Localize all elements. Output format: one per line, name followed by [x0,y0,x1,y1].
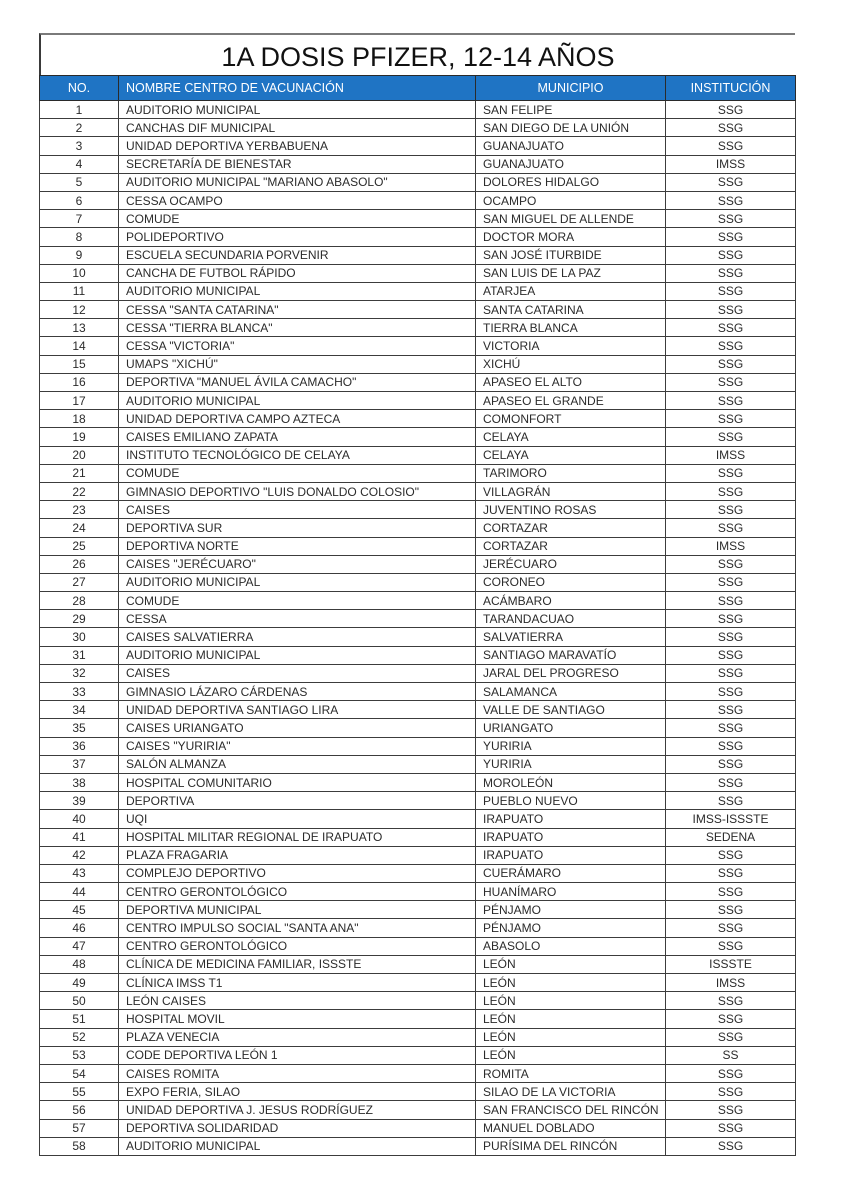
cell-institucion: SSG [666,319,796,337]
table-row [40,974,796,992]
cell-institucion: SSG [666,864,796,882]
cell-institucion: SSG [666,119,796,137]
cell-institucion: SSG [666,482,796,500]
cell-municipio: MOROLEÓN [476,773,666,791]
cell-institucion: SS [666,1046,796,1064]
cell-no: 18 [40,410,119,428]
cell-municipio: IRAPUATO [476,828,666,846]
table-row [40,428,796,446]
cell-institucion: SSG [666,664,796,682]
cell-institucion: SSG [666,646,796,664]
cell-institucion: SSG [666,1101,796,1119]
cell-no: 16 [40,373,119,391]
column-header-name: NOMBRE CENTRO DE VACUNACIÓN [119,76,476,101]
table-row [40,373,796,391]
cell-institucion: SSG [666,355,796,373]
cell-no: 52 [40,1028,119,1046]
cell-institucion: ISSSTE [666,955,796,973]
cell-center-name: CESSA OCAMPO [119,191,476,209]
cell-institucion: SSG [666,501,796,519]
cell-institucion: SSG [666,1083,796,1101]
table-row [40,173,796,191]
cell-center-name: CAISES EMILIANO ZAPATA [119,428,476,446]
cell-institucion: IMSS [666,155,796,173]
cell-center-name: AUDITORIO MUNICIPAL [119,101,476,119]
cell-no: 56 [40,1101,119,1119]
cell-municipio: LEÓN [476,974,666,992]
table-row [40,1046,796,1064]
cell-municipio: TARIMORO [476,464,666,482]
cell-center-name: DEPORTIVA MUNICIPAL [119,901,476,919]
cell-institucion: SSG [666,337,796,355]
column-header-no: NO. [40,76,119,101]
cell-municipio: SAN MIGUEL DE ALLENDE [476,210,666,228]
cell-municipio: JARAL DEL PROGRESO [476,664,666,682]
cell-municipio: PÉNJAMO [476,919,666,937]
cell-no: 45 [40,901,119,919]
cell-no: 46 [40,919,119,937]
cell-municipio: CELAYA [476,428,666,446]
cell-no: 7 [40,210,119,228]
cell-center-name: AUDITORIO MUNICIPAL [119,646,476,664]
cell-no: 21 [40,464,119,482]
cell-no: 44 [40,883,119,901]
cell-center-name: INSTITUTO TECNOLÓGICO DE CELAYA [119,446,476,464]
cell-no: 19 [40,428,119,446]
cell-no: 2 [40,119,119,137]
table-row [40,1083,796,1101]
table-header-row [40,76,796,101]
cell-no: 13 [40,319,119,337]
cell-institucion: SSG [666,519,796,537]
cell-no: 55 [40,1083,119,1101]
cell-municipio: LEÓN [476,1010,666,1028]
cell-institucion: SSG [666,719,796,737]
cell-center-name: CENTRO GERONTOLÓGICO [119,937,476,955]
cell-no: 29 [40,610,119,628]
cell-municipio: PÉNJAMO [476,901,666,919]
cell-institucion: IMSS [666,974,796,992]
cell-institucion: SSG [666,846,796,864]
cell-center-name: PLAZA FRAGARIA [119,846,476,864]
cell-municipio: GUANAJUATO [476,137,666,155]
cell-center-name: CESSA [119,610,476,628]
cell-institucion: SSG [666,228,796,246]
table-row [40,901,796,919]
cell-center-name: HOSPITAL MILITAR REGIONAL DE IRAPUATO [119,828,476,846]
table-row [40,992,796,1010]
cell-no: 33 [40,683,119,701]
cell-municipio: TARANDACUAO [476,610,666,628]
cell-institucion: IMSS-ISSSTE [666,810,796,828]
table-row [40,355,796,373]
cell-municipio: GUANAJUATO [476,155,666,173]
cell-municipio: COMONFORT [476,410,666,428]
column-header-institucion: INSTITUCIÓN [666,76,796,101]
cell-municipio: SAN FRANCISCO DEL RINCÓN [476,1101,666,1119]
table-row [40,501,796,519]
cell-municipio: VILLAGRÁN [476,482,666,500]
cell-no: 49 [40,974,119,992]
table-row [40,773,796,791]
cell-center-name: AUDITORIO MUNICIPAL [119,573,476,591]
cell-institucion: SSG [666,101,796,119]
table-row [40,1137,796,1155]
cell-no: 11 [40,282,119,300]
cell-institucion: SSG [666,573,796,591]
table-row [40,191,796,209]
cell-institucion: SSG [666,191,796,209]
vaccination-centers-table [39,75,796,1156]
cell-center-name: CAISES SALVATIERRA [119,628,476,646]
cell-no: 4 [40,155,119,173]
cell-center-name: COMUDE [119,210,476,228]
cell-center-name: DEPORTIVA SOLIDARIDAD [119,1119,476,1137]
table-row [40,864,796,882]
cell-institucion: SSG [666,792,796,810]
cell-center-name: AUDITORIO MUNICIPAL [119,392,476,410]
cell-no: 1 [40,101,119,119]
cell-center-name: CESSA "TIERRA BLANCA" [119,319,476,337]
table-row [40,228,796,246]
cell-institucion: SSG [666,1028,796,1046]
cell-municipio: ROMITA [476,1064,666,1082]
cell-institucion: SEDENA [666,828,796,846]
cell-municipio: SANTA CATARINA [476,301,666,319]
cell-municipio: DOLORES HIDALGO [476,173,666,191]
cell-municipio: JUVENTINO ROSAS [476,501,666,519]
table-row [40,319,796,337]
cell-center-name: COMUDE [119,592,476,610]
cell-institucion: SSG [666,1119,796,1137]
table-row [40,519,796,537]
document-title: 1A DOSIS PFIZER, 12-14 AÑOS [39,33,795,75]
cell-institucion: SSG [666,883,796,901]
cell-institucion: SSG [666,392,796,410]
cell-municipio: VICTORIA [476,337,666,355]
cell-municipio: PUEBLO NUEVO [476,792,666,810]
cell-no: 14 [40,337,119,355]
table-row [40,282,796,300]
cell-institucion: SSG [666,282,796,300]
cell-municipio: SILAO DE LA VICTORIA [476,1083,666,1101]
cell-no: 54 [40,1064,119,1082]
cell-institucion: SSG [666,610,796,628]
table-row [40,846,796,864]
table-row [40,701,796,719]
table-row [40,155,796,173]
cell-municipio: SAN FELIPE [476,101,666,119]
cell-center-name: CESSA "SANTA CATARINA" [119,301,476,319]
cell-municipio: JERÉCUARO [476,555,666,573]
cell-center-name: UNIDAD DEPORTIVA CAMPO AZTECA [119,410,476,428]
cell-municipio: SAN LUIS DE LA PAZ [476,264,666,282]
cell-no: 25 [40,537,119,555]
cell-institucion: SSG [666,1010,796,1028]
cell-center-name: DEPORTIVA "MANUEL ÁVILA CAMACHO" [119,373,476,391]
cell-institucion: SSG [666,373,796,391]
cell-municipio: ATARJEA [476,282,666,300]
cell-no: 27 [40,573,119,591]
cell-municipio: IRAPUATO [476,846,666,864]
cell-center-name: COMUDE [119,464,476,482]
cell-institucion: SSG [666,428,796,446]
cell-center-name: CENTRO GERONTOLÓGICO [119,883,476,901]
cell-municipio: LEÓN [476,1046,666,1064]
cell-municipio: LEÓN [476,992,666,1010]
cell-center-name: DEPORTIVA [119,792,476,810]
cell-center-name: CAISES ROMITA [119,1064,476,1082]
cell-no: 47 [40,937,119,955]
cell-center-name: CAISES URIANGATO [119,719,476,737]
cell-no: 23 [40,501,119,519]
cell-municipio: SANTIAGO MARAVATÍO [476,646,666,664]
cell-municipio: YURIRIA [476,755,666,773]
cell-no: 34 [40,701,119,719]
vaccination-sheet [39,33,795,1156]
table-row [40,883,796,901]
cell-center-name: EXPO FERIA, SILAO [119,1083,476,1101]
cell-center-name: CANCHA DE FUTBOL RÁPIDO [119,264,476,282]
cell-municipio: ACÁMBARO [476,592,666,610]
cell-no: 30 [40,628,119,646]
cell-municipio: CUERÁMARO [476,864,666,882]
cell-institucion: SSG [666,246,796,264]
cell-municipio: SAN JOSÉ ITURBIDE [476,246,666,264]
cell-no: 20 [40,446,119,464]
cell-municipio: CORTAZAR [476,537,666,555]
cell-center-name: CENTRO IMPULSO SOCIAL "SANTA ANA" [119,919,476,937]
cell-center-name: PLAZA VENECIA [119,1028,476,1046]
table-row [40,137,796,155]
table-row [40,1028,796,1046]
table-row [40,1101,796,1119]
cell-institucion: SSG [666,301,796,319]
cell-institucion: SSG [666,210,796,228]
table-row [40,810,796,828]
table-row [40,937,796,955]
cell-no: 26 [40,555,119,573]
table-row [40,264,796,282]
cell-no: 42 [40,846,119,864]
cell-municipio: LEÓN [476,955,666,973]
cell-no: 9 [40,246,119,264]
cell-center-name: AUDITORIO MUNICIPAL [119,1137,476,1155]
cell-no: 6 [40,191,119,209]
cell-center-name: SECRETARÍA DE BIENESTAR [119,155,476,173]
cell-center-name: AUDITORIO MUNICIPAL [119,282,476,300]
cell-no: 50 [40,992,119,1010]
cell-municipio: SALVATIERRA [476,628,666,646]
cell-no: 57 [40,1119,119,1137]
cell-center-name: HOSPITAL MOVIL [119,1010,476,1028]
table-row [40,955,796,973]
cell-center-name: HOSPITAL COMUNITARIO [119,773,476,791]
table-body [40,101,796,1156]
cell-center-name: CESSA "VICTORIA" [119,337,476,355]
cell-no: 5 [40,173,119,191]
cell-no: 8 [40,228,119,246]
cell-no: 22 [40,482,119,500]
cell-institucion: SSG [666,773,796,791]
cell-center-name: UNIDAD DEPORTIVA J. JESUS RODRÍGUEZ [119,1101,476,1119]
cell-no: 38 [40,773,119,791]
cell-no: 48 [40,955,119,973]
table-row [40,1010,796,1028]
cell-no: 58 [40,1137,119,1155]
cell-no: 43 [40,864,119,882]
table-row [40,301,796,319]
cell-institucion: SSG [666,992,796,1010]
cell-institucion: SSG [666,683,796,701]
cell-municipio: SAN DIEGO DE LA UNIÓN [476,119,666,137]
cell-no: 39 [40,792,119,810]
cell-municipio: HUANÍMARO [476,883,666,901]
cell-no: 37 [40,755,119,773]
cell-institucion: SSG [666,555,796,573]
table-row [40,628,796,646]
table-row [40,119,796,137]
cell-center-name: COMPLEJO DEPORTIVO [119,864,476,882]
table-row [40,392,796,410]
cell-no: 53 [40,1046,119,1064]
cell-municipio: ABASOLO [476,937,666,955]
cell-municipio: CORONEO [476,573,666,591]
table-row [40,246,796,264]
table-row [40,464,796,482]
cell-municipio: DOCTOR MORA [476,228,666,246]
table-row [40,210,796,228]
cell-no: 31 [40,646,119,664]
table-row [40,792,796,810]
cell-municipio: YURIRIA [476,737,666,755]
table-row [40,410,796,428]
cell-center-name: LEÓN CAISES [119,992,476,1010]
cell-institucion: IMSS [666,537,796,555]
cell-municipio: URIANGATO [476,719,666,737]
table-row [40,755,796,773]
cell-center-name: CLÍNICA IMSS T1 [119,974,476,992]
cell-center-name: UQI [119,810,476,828]
cell-municipio: PURÍSIMA DEL RINCÓN [476,1137,666,1155]
cell-institucion: SSG [666,410,796,428]
cell-municipio: LEÓN [476,1028,666,1046]
cell-center-name: GIMNASIO DEPORTIVO "LUIS DONALDO COLOSIO" [119,482,476,500]
cell-no: 40 [40,810,119,828]
cell-municipio: APASEO EL ALTO [476,373,666,391]
table-row [40,537,796,555]
cell-institucion: SSG [666,592,796,610]
cell-municipio: XICHÚ [476,355,666,373]
cell-municipio: SALAMANCA [476,683,666,701]
cell-institucion: SSG [666,264,796,282]
table-row [40,646,796,664]
cell-institucion: SSG [666,628,796,646]
cell-institucion: SSG [666,755,796,773]
cell-institucion: SSG [666,901,796,919]
cell-center-name: CAISES [119,664,476,682]
table-row [40,482,796,500]
cell-institucion: SSG [666,919,796,937]
cell-no: 28 [40,592,119,610]
cell-no: 12 [40,301,119,319]
table-row [40,683,796,701]
cell-no: 3 [40,137,119,155]
table-row [40,1064,796,1082]
cell-no: 36 [40,737,119,755]
cell-center-name: CANCHAS DIF MUNICIPAL [119,119,476,137]
cell-center-name: UNIDAD DEPORTIVA SANTIAGO LIRA [119,701,476,719]
cell-municipio: APASEO EL GRANDE [476,392,666,410]
cell-center-name: POLIDEPORTIVO [119,228,476,246]
table-row [40,664,796,682]
table-row [40,919,796,937]
cell-center-name: CAISES "YURIRIA" [119,737,476,755]
cell-no: 15 [40,355,119,373]
cell-no: 41 [40,828,119,846]
cell-municipio: MANUEL DOBLADO [476,1119,666,1137]
table-row [40,101,796,119]
table-row [40,828,796,846]
cell-no: 51 [40,1010,119,1028]
cell-institucion: SSG [666,737,796,755]
cell-center-name: CAISES [119,501,476,519]
table-row [40,610,796,628]
cell-no: 24 [40,519,119,537]
cell-institucion: SSG [666,464,796,482]
cell-no: 35 [40,719,119,737]
cell-center-name: GIMNASIO LÁZARO CÁRDENAS [119,683,476,701]
cell-center-name: DEPORTIVA NORTE [119,537,476,555]
cell-institucion: SSG [666,137,796,155]
table-row [40,1119,796,1137]
cell-municipio: CELAYA [476,446,666,464]
cell-municipio: VALLE DE SANTIAGO [476,701,666,719]
cell-municipio: CORTAZAR [476,519,666,537]
cell-no: 32 [40,664,119,682]
cell-center-name: CODE DEPORTIVA LEÓN 1 [119,1046,476,1064]
table-row [40,337,796,355]
cell-municipio: IRAPUATO [476,810,666,828]
cell-center-name: AUDITORIO MUNICIPAL "MARIANO ABASOLO" [119,173,476,191]
cell-institucion: SSG [666,1064,796,1082]
table-row [40,573,796,591]
cell-institucion: SSG [666,701,796,719]
table-row [40,446,796,464]
cell-municipio: OCAMPO [476,191,666,209]
cell-municipio: TIERRA BLANCA [476,319,666,337]
cell-center-name: ESCUELA SECUNDARIA PORVENIR [119,246,476,264]
cell-center-name: UMAPS "XICHÚ" [119,355,476,373]
table-row [40,719,796,737]
cell-institucion: SSG [666,173,796,191]
cell-center-name: SALÓN ALMANZA [119,755,476,773]
cell-center-name: CAISES "JERÉCUARO" [119,555,476,573]
cell-institucion: SSG [666,937,796,955]
cell-center-name: CLÍNICA DE MEDICINA FAMILIAR, ISSSTE [119,955,476,973]
cell-institucion: SSG [666,1137,796,1155]
cell-no: 10 [40,264,119,282]
table-row [40,592,796,610]
cell-institucion: IMSS [666,446,796,464]
table-row [40,737,796,755]
table-row [40,555,796,573]
cell-center-name: DEPORTIVA SUR [119,519,476,537]
cell-no: 17 [40,392,119,410]
cell-center-name: UNIDAD DEPORTIVA YERBABUENA [119,137,476,155]
column-header-municipio: MUNICIPIO [476,76,666,101]
